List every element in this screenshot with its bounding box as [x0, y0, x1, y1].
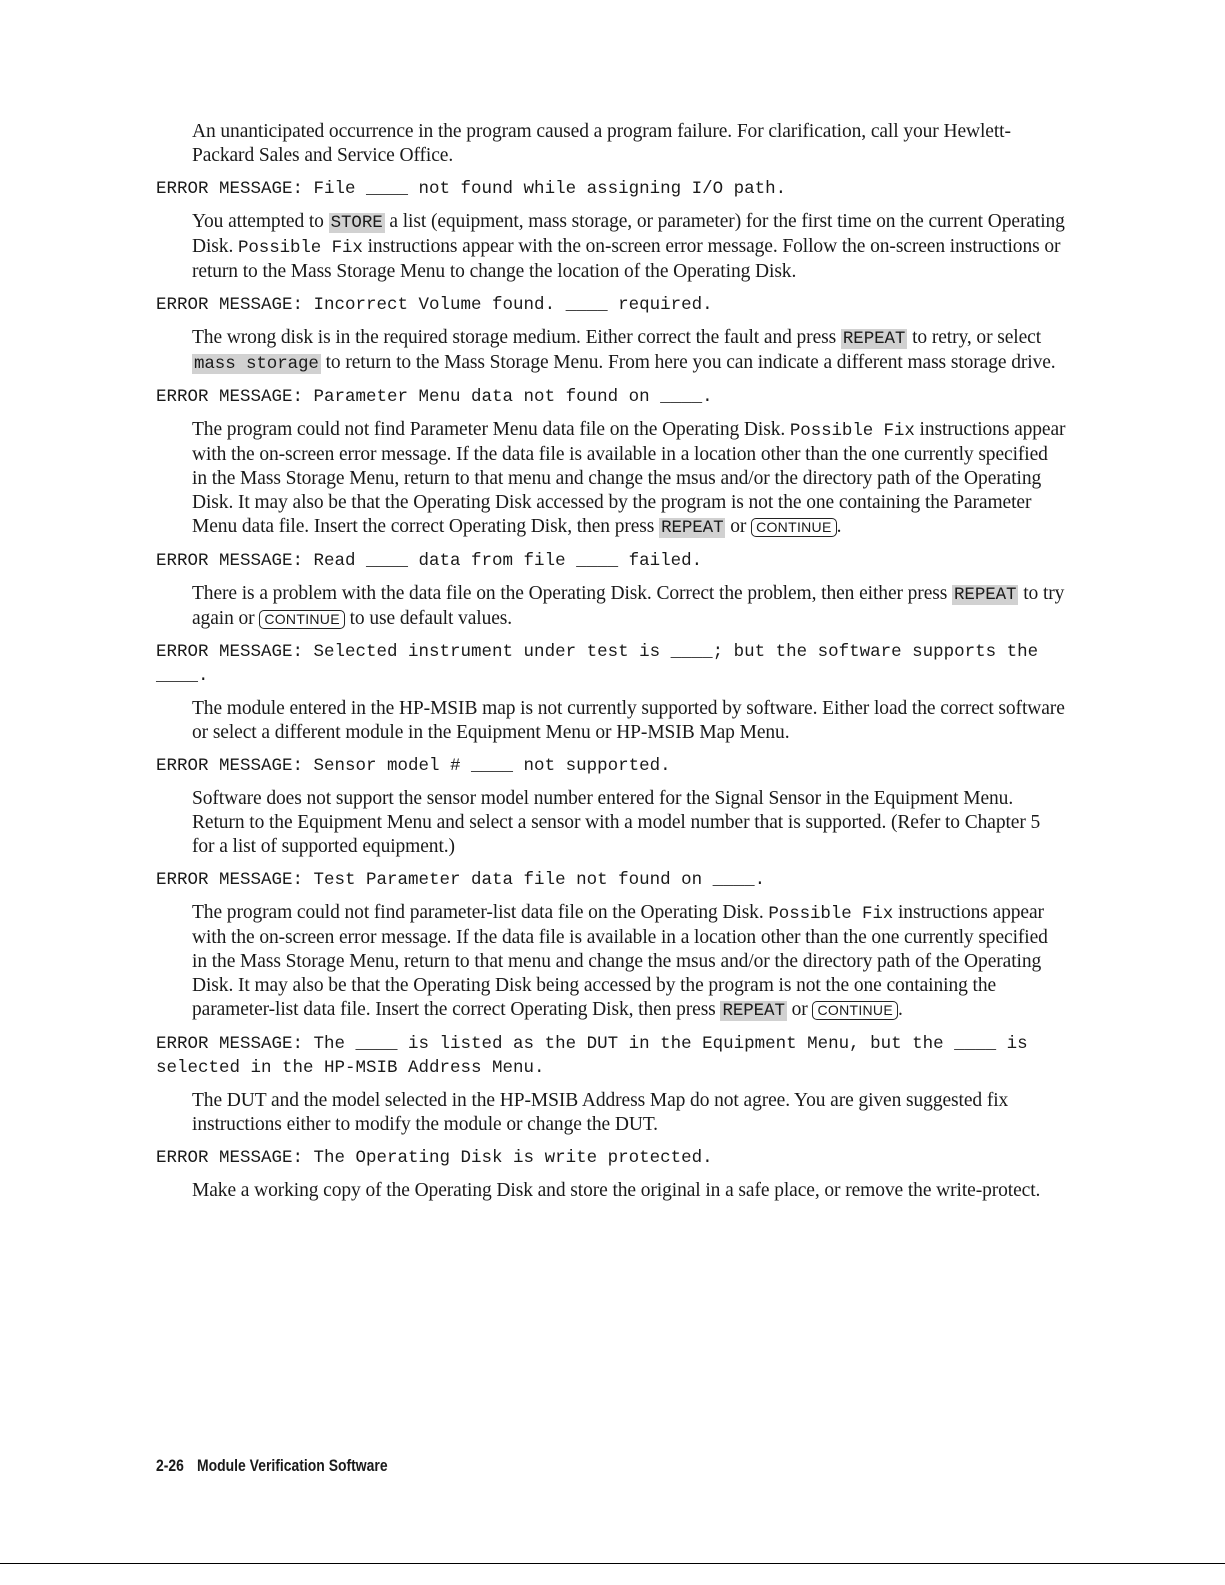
- body-text: .: [897, 999, 903, 1020]
- error-message: ERROR MESSAGE: File ____ not found while assigning I/O path.: [156, 179, 787, 199]
- error-explanation: [192, 787, 1066, 859]
- error-message: ERROR MESSAGE: Incorrect Volume found. ____ required.: [156, 295, 713, 315]
- error-explanation: [192, 120, 1066, 168]
- screen-text: Possible Fix: [768, 904, 894, 924]
- error-message: ERROR MESSAGE: Sensor model # ____ not supported.: [156, 756, 671, 776]
- error-explanation: [192, 326, 1066, 376]
- softkey-label: mass storage: [194, 354, 319, 374]
- error-explanation: [192, 582, 1066, 631]
- body-text: to try again or: [192, 583, 1065, 629]
- error-message: ERROR MESSAGE: The Operating Disk is write protected.: [156, 1148, 713, 1168]
- softkey-label: STORE: [330, 213, 383, 233]
- body-text: There is a problem with the data file on the Operating Disk. Correct the problem, then either press: [192, 583, 953, 604]
- error-message-list: [156, 120, 1066, 1212]
- body-text: Software does not support the sensor model number entered for the Signal Sensor in the Equipment Menu. Return to the Equipment Menu and select a sensor with a model number that is supported. (Refer to Chapter 5 for a list of supported equipment.): [192, 788, 1041, 857]
- screen-text: Possible Fix: [789, 421, 915, 441]
- body-text: Make a working copy of the Operating Disk and store the original in a safe place, or remove the write-protect.: [192, 1180, 1041, 1201]
- body-text: The wrong disk is in the required storage medium. Either correct the fault and press: [192, 327, 841, 348]
- softkey-label: REPEAT: [722, 1001, 785, 1021]
- body-text: .: [836, 516, 842, 537]
- softkey-label: REPEAT: [954, 585, 1017, 605]
- hardkey-label: CONTINUE: [259, 610, 345, 629]
- error-explanation: [192, 418, 1066, 540]
- softkey-label: REPEAT: [842, 329, 906, 349]
- body-text: a list (equipment, mass storage, or parameter) for the first time on the current Operating Disk.: [192, 211, 1065, 257]
- screen-text: Possible Fix: [238, 238, 363, 258]
- body-text: or: [786, 999, 813, 1020]
- body-text: instructions appear with the on-screen error message. If the data file is available in a location other than the one currently specified in the Mass Storage Menu, return to that menu and change the msus and/or the directory path of the Operating Disk. It may also be that the Operating Disk accessed by the program is not the one containing the Parameter Menu data file. Insert the correct Operating Disk, then press: [192, 419, 1066, 537]
- body-text: or: [725, 516, 752, 537]
- softkey-label: REPEAT: [661, 518, 724, 538]
- body-text: to return to the Mass Storage Menu. From here you can indicate a different mass storage drive.: [320, 352, 1056, 373]
- error-explanation: [192, 697, 1066, 745]
- error-message: ERROR MESSAGE: Read ____ data from file ____ failed.: [156, 551, 703, 571]
- body-text: instructions appear with the on-screen error message. If the data file is available in a location other than the one currently specified in the Mass Storage Menu, return to that menu and change the msus and/or the directory path of the Operating Disk. It may also be that the Operating Disk being accessed by the program is not the one containing the parameter-list data file. Insert the correct Operating Disk, then press: [192, 902, 1048, 1020]
- body-text: The DUT and the model selected in the HP-MSIB Address Map do not agree. You are given suggested fix instructions either to modify the module or change the DUT.: [192, 1090, 1009, 1135]
- error-explanation: [192, 1089, 1066, 1137]
- body-text: to retry, or select: [907, 327, 1042, 348]
- body-text: The program could not find Parameter Menu data file on the Operating Disk.: [192, 419, 790, 440]
- page-number: 2-26: [156, 1456, 184, 1475]
- error-explanation: [192, 210, 1066, 284]
- body-text: to use default values.: [344, 608, 513, 629]
- body-text: An unanticipated occurrence in the program caused a program failure. For clarification, call your Hewlett-Packard Sales and Service Office.: [192, 121, 1011, 166]
- error-explanation: [192, 1179, 1066, 1203]
- hardkey-label: CONTINUE: [812, 1001, 898, 1020]
- page-bottom-rule: [0, 1563, 1225, 1564]
- error-message: ERROR MESSAGE: Parameter Menu data not found on ____.: [156, 387, 713, 407]
- error-explanation: [192, 901, 1066, 1023]
- hardkey-label: CONTINUE: [751, 518, 837, 537]
- error-message: ERROR MESSAGE: The ____ is listed as the DUT in the Equipment Menu, but the ____ is selected in the HP-MSIB Address Menu.: [156, 1034, 1028, 1078]
- error-message: ERROR MESSAGE: Test Parameter data file not found on ____.: [156, 870, 766, 890]
- body-text: The program could not find parameter-list data file on the Operating Disk.: [192, 902, 769, 923]
- section-title: Module Verification Software: [197, 1456, 388, 1475]
- error-message: ERROR MESSAGE: Selected instrument under test is ____; but the software supports the ____.: [156, 642, 1039, 686]
- body-text: The module entered in the HP-MSIB map is not currently supported by software. Either load the correct software or select a different module in the Equipment Menu or HP-MSIB Map Menu.: [192, 698, 1065, 743]
- body-text: You attempted to: [192, 211, 329, 232]
- body-text: instructions appear with the on-screen error message. Follow the on-screen instructions or return to the Mass Storage Menu to change the location of the Operating Disk.: [192, 236, 1061, 282]
- page-footer: [156, 1456, 388, 1476]
